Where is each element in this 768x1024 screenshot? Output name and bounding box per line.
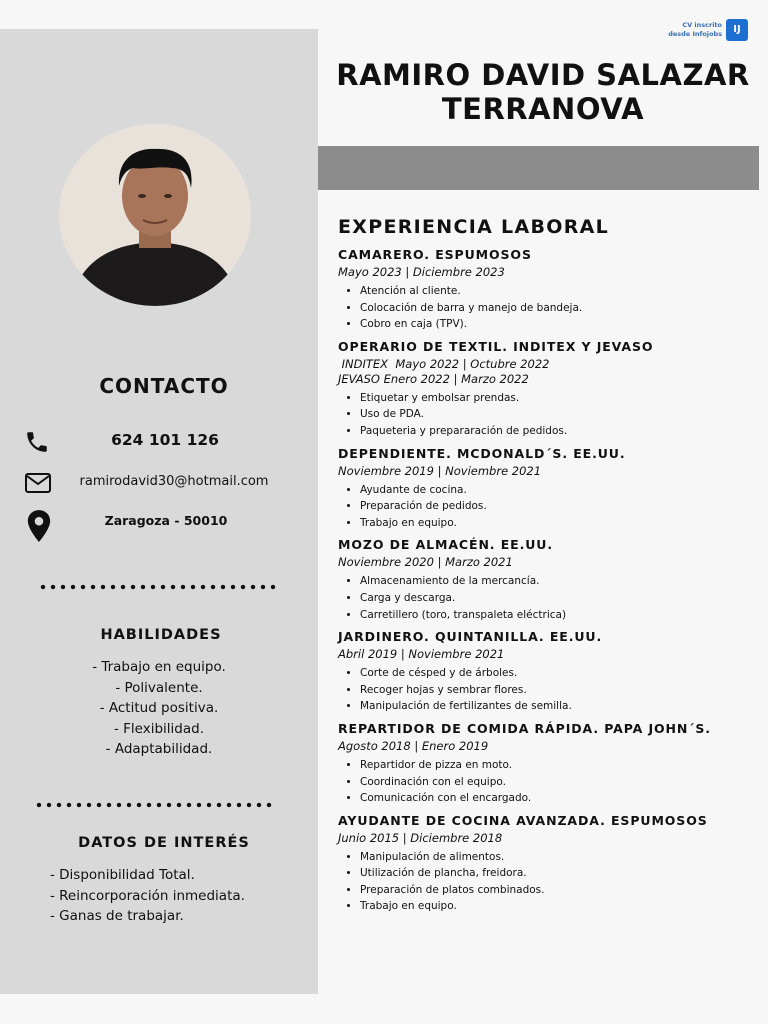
job-task: • Etiquetar y embolsar prendas. [360, 390, 748, 407]
job-task: • Coordinación con el equipo. [360, 774, 748, 791]
contact-heading: CONTACTO [99, 374, 229, 398]
job-title: OPERARIO DE TEXTIL. INDITEX Y JEVASO [338, 338, 654, 354]
header-bar [318, 146, 759, 190]
job-tasks [338, 573, 748, 623]
job-entry [338, 537, 748, 623]
interest-item: - Ganas de trabajar. [50, 908, 184, 924]
job-task: • Trabajo en equipo. [360, 898, 748, 915]
job-dates: Noviembre 2019 | Noviembre 2021 [338, 463, 542, 478]
interest-list [50, 865, 245, 927]
job-task: • Uso de PDA. [360, 406, 748, 423]
job-dates: Noviembre 2020 | Marzo 2021 [338, 555, 513, 570]
job-task: • Carretillero (toro, transpaleta eléctrica) [360, 607, 748, 624]
dotted-divider [38, 584, 278, 590]
job-tasks [338, 849, 748, 915]
job-title: AYUDANTE DE COCINA AVANZADA. ESPUMOSOS [338, 812, 708, 828]
job-task: • Corte de césped y de árboles. [360, 665, 748, 682]
name-line-1: RAMIRO DAVID SALAZAR [336, 58, 750, 92]
interest-item: - Reincorporación inmediata. [50, 887, 245, 904]
experience-heading: EXPERIENCIA LABORAL [338, 216, 610, 238]
job-dates: Junio 2015 | Diciembre 2018 [338, 830, 503, 845]
badge-line-2: desde Infojobs [668, 30, 722, 38]
job-dates: Mayo 2023 | Diciembre 2023 [338, 265, 505, 279]
job-task: • Comunicación con el encargado. [360, 790, 748, 807]
job-task: • Ayudante de cocina. [360, 482, 748, 499]
job-tasks [338, 283, 748, 333]
infojobs-badge [668, 19, 748, 43]
interest-item: - Disponibilidad Total. [50, 867, 195, 883]
job-task: • Repartidor de pizza en moto. [360, 757, 748, 774]
job-task: • Trabajo en equipo. [360, 515, 748, 532]
job-dates: Agosto 2018 | Enero 2019 [338, 738, 489, 753]
job-dates: INDITEX Mayo 2022 | Octubre 2022 [338, 356, 550, 371]
badge-text [668, 21, 722, 39]
job-entry [338, 629, 748, 715]
experience-section [338, 216, 748, 921]
skills-list [0, 657, 318, 760]
job-title: CAMARERO. ESPUMOSOS [338, 247, 532, 262]
job-title: JARDINERO. QUINTANILLA. EE.UU. [338, 629, 603, 645]
skill-item: - Trabajo en equipo. [92, 659, 226, 675]
job-task: • Paqueteria y prepararación de pedidos. [360, 423, 748, 440]
profile-photo [59, 124, 251, 306]
email-address: ramirodavid30@hotmail.com [79, 474, 269, 489]
job-task: • Almacenamiento de la mercancía. [360, 573, 748, 590]
job-dates: Abril 2019 | Noviembre 2021 [338, 647, 505, 662]
phone-number: 624 101 126 [111, 431, 219, 449]
job-title: REPARTIDOR DE COMIDA RÁPIDA. PAPA JOHN´S. [338, 720, 711, 736]
job-title: MOZO DE ALMACÉN. EE.UU. [338, 537, 553, 553]
job-title: DEPENDIENTE. MCDONALD´S. EE.UU. [338, 445, 626, 461]
sidebar [0, 29, 318, 994]
job-entry [338, 247, 748, 333]
job-tasks [338, 757, 748, 807]
job-entry [338, 721, 748, 807]
job-task: • Preparación de platos combinados. [360, 882, 748, 899]
job-task: • Cobro en caja (TPV). [360, 316, 748, 333]
candidate-name [318, 58, 768, 126]
skill-item: - Adaptabilidad. [105, 741, 213, 757]
job-task: • Colocación de barra y manejo de bandeja. [360, 300, 748, 317]
job-task: • Manipulación de fertilizantes de semilla. [360, 698, 748, 715]
job-dates: JEVASO Enero 2022 | Marzo 2022 [338, 371, 529, 386]
skills-heading: HABILIDADES [100, 627, 222, 643]
job-tasks [338, 665, 748, 715]
badge-line-1: CV inscrito [682, 21, 722, 29]
job-entry [338, 446, 748, 532]
job-task: • Preparación de pedidos. [360, 498, 748, 515]
skill-item: - Polivalente. [115, 679, 203, 696]
location-text: Zaragoza - 50010 [104, 513, 228, 528]
job-entry [338, 339, 748, 440]
job-tasks [338, 482, 748, 532]
job-tasks [338, 390, 748, 440]
infojobs-logo-icon: IJ [726, 19, 748, 41]
job-task: • Manipulación de alimentos. [360, 849, 748, 866]
job-task: • Carga y descarga. [360, 590, 748, 607]
interest-heading: DATOS DE INTERÉS [78, 835, 250, 851]
name-line-2: TERRANOVA [441, 92, 645, 126]
job-task: • Utilización de plancha, freidora. [360, 865, 748, 882]
job-task: • Atención al cliente. [360, 283, 748, 300]
job-task: • Recoger hojas y sembrar flores. [360, 682, 748, 699]
job-entry [338, 813, 748, 915]
dotted-divider [34, 802, 274, 808]
skill-item: - Actitud positiva. [99, 700, 219, 716]
skill-item: - Flexibilidad. [113, 720, 204, 737]
profile-photo-illustration [59, 124, 251, 306]
